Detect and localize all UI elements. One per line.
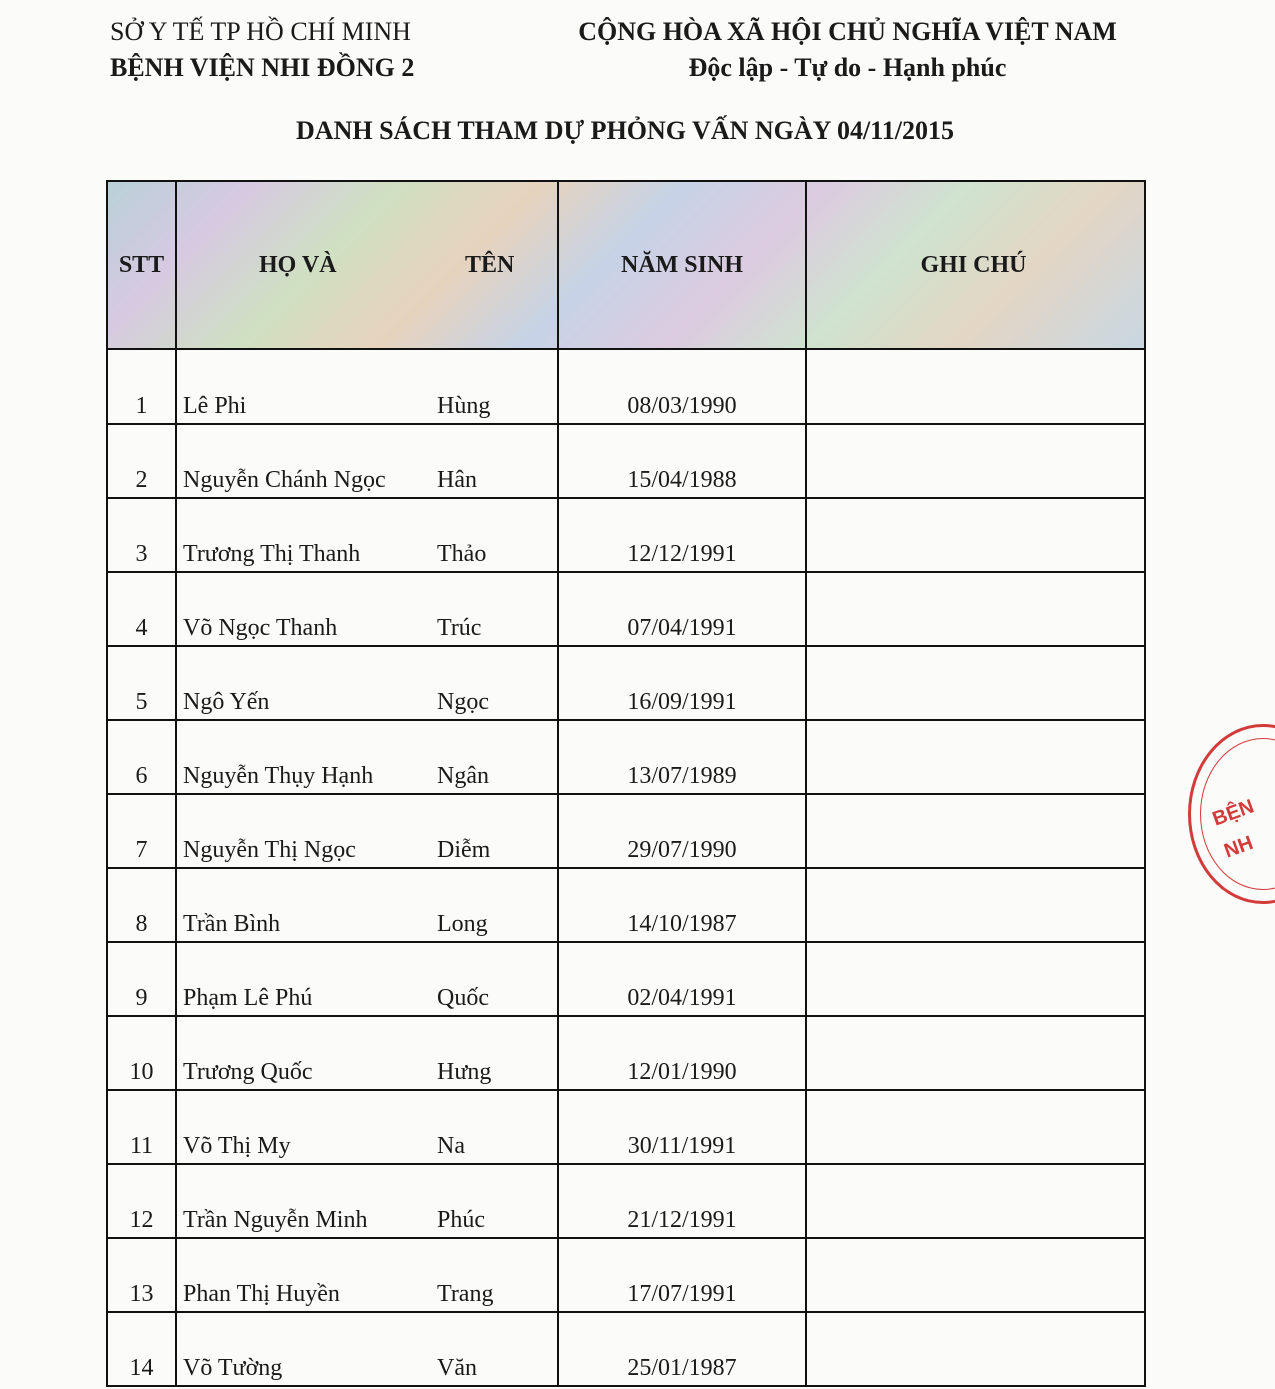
header-note (805, 182, 1140, 348)
table-body (108, 350, 1144, 1385)
cell-name (175, 795, 557, 867)
table-row (108, 719, 1144, 793)
stt-value: 3 (135, 541, 148, 567)
year-value: 07/04/1991 (627, 615, 737, 641)
cell-name (175, 1017, 557, 1089)
cell-note (805, 1239, 1140, 1311)
year-value: 08/03/1990 (627, 393, 737, 419)
cell-stt (108, 1017, 175, 1089)
interview-list-table (106, 180, 1146, 1387)
cell-note (805, 721, 1140, 793)
table-row (108, 645, 1144, 719)
ho-value: Nguyễn Chánh Ngọc (183, 467, 386, 493)
cell-year (557, 1239, 805, 1311)
national-motto-block (560, 14, 1135, 86)
cell-stt (108, 943, 175, 1015)
ho-value: Trần Nguyễn Minh (183, 1207, 368, 1233)
year-value: 14/10/1987 (627, 911, 737, 937)
ten-value: Ngân (437, 763, 489, 789)
cell-note (805, 795, 1140, 867)
cell-stt (108, 721, 175, 793)
cell-stt (108, 1165, 175, 1237)
cell-stt (108, 1091, 175, 1163)
cell-year (557, 425, 805, 497)
year-value: 16/09/1991 (627, 689, 737, 715)
year-value: 21/12/1991 (627, 1207, 737, 1233)
national-title: CỘNG HÒA XÃ HỘI CHỦ NGHĨA VIỆT NAM (578, 17, 1117, 46)
cell-note (805, 1017, 1140, 1089)
cell-year (557, 795, 805, 867)
cell-stt (108, 1313, 175, 1385)
cell-name (175, 943, 557, 1015)
header-note-label: GHI CHÚ (920, 251, 1027, 278)
cell-note (805, 425, 1140, 497)
cell-name (175, 499, 557, 571)
table-row (108, 1015, 1144, 1089)
ho-value: Phạm Lê Phú (183, 985, 313, 1011)
cell-stt (108, 499, 175, 571)
stt-value: 4 (135, 615, 148, 641)
table-row (108, 350, 1144, 423)
year-value: 12/01/1990 (627, 1059, 737, 1085)
cell-note (805, 869, 1140, 941)
cell-year (557, 943, 805, 1015)
table-row (108, 497, 1144, 571)
table-row (108, 1311, 1144, 1385)
issuer-hospital: BỆNH VIỆN NHI ĐỒNG 2 (110, 53, 415, 82)
cell-year (557, 350, 805, 423)
ten-value: Hùng (437, 393, 491, 419)
stt-value: 2 (135, 467, 148, 493)
ho-value: Võ Tường (183, 1355, 283, 1381)
stt-value: 8 (135, 911, 148, 937)
stt-value: 7 (135, 837, 148, 863)
stt-value: 10 (129, 1059, 154, 1085)
stt-value: 9 (135, 985, 148, 1011)
ho-value: Trương Thị Thanh (183, 541, 361, 567)
ho-value: Võ Ngọc Thanh (183, 615, 338, 641)
table-row (108, 571, 1144, 645)
table-row (108, 1237, 1144, 1311)
cell-name (175, 425, 557, 497)
ten-value: Trang (437, 1281, 494, 1307)
ho-value: Nguyễn Thụy Hạnh (183, 763, 374, 789)
header-year-label: NĂM SINH (620, 251, 743, 278)
ten-value: Trúc (437, 615, 482, 641)
stt-value: 1 (135, 393, 148, 419)
cell-note (805, 499, 1140, 571)
cell-note (805, 573, 1140, 645)
ho-value: Lê Phi (183, 393, 247, 419)
cell-name (175, 573, 557, 645)
ten-value: Quốc (437, 985, 489, 1011)
header-stt (108, 182, 175, 348)
header-stt-label: STT (118, 251, 165, 278)
header-ten-label: TÊN (465, 251, 515, 278)
ho-value: Trần Bình (183, 911, 281, 937)
cell-stt (108, 647, 175, 719)
header-name (175, 182, 557, 348)
ho-value: Nguyễn Thị Ngọc (183, 837, 356, 863)
ho-value: Ngô Yến (183, 689, 270, 715)
cell-stt (108, 573, 175, 645)
cell-stt (108, 350, 175, 423)
cell-year (557, 869, 805, 941)
cell-name (175, 350, 557, 423)
header-year (557, 182, 805, 348)
cell-stt (108, 425, 175, 497)
cell-year (557, 1017, 805, 1089)
stt-value: 5 (135, 689, 148, 715)
ten-value: Ngọc (437, 689, 489, 715)
cell-stt (108, 1239, 175, 1311)
ten-value: Thảo (437, 541, 487, 567)
cell-note (805, 1313, 1140, 1385)
seal-text-line1: BỆN (1209, 795, 1257, 831)
stt-value: 6 (135, 763, 148, 789)
year-value: 13/07/1989 (627, 763, 737, 789)
year-value: 12/12/1991 (627, 541, 737, 567)
ten-value: Hân (437, 467, 477, 493)
ten-value: Diễm (437, 837, 491, 863)
document-title: DANH SÁCH THAM DỰ PHỎNG VẤN NGÀY 04/11/2015 (296, 116, 954, 145)
cell-note (805, 1091, 1140, 1163)
cell-year (557, 499, 805, 571)
year-value: 29/07/1990 (627, 837, 737, 863)
cell-name (175, 1165, 557, 1237)
cell-stt (108, 795, 175, 867)
ho-value: Phan Thị Huyền (183, 1281, 340, 1307)
cell-year (557, 1091, 805, 1163)
table-row (108, 941, 1144, 1015)
cell-name (175, 1239, 557, 1311)
table-row (108, 1163, 1144, 1237)
cell-note (805, 350, 1140, 423)
cell-name (175, 1313, 557, 1385)
cell-name (175, 647, 557, 719)
stt-value: 12 (129, 1207, 154, 1233)
year-value: 02/04/1991 (627, 985, 737, 1011)
national-motto: Độc lập - Tự do - Hạnh phúc (688, 53, 1007, 82)
cell-year (557, 1165, 805, 1237)
year-value: 15/04/1988 (627, 467, 737, 493)
cell-name (175, 869, 557, 941)
cell-year (557, 1313, 805, 1385)
ten-value: Hưng (437, 1059, 492, 1085)
ho-value: Trương Quốc (183, 1059, 313, 1085)
issuer-department: SỞ Y TẾ TP HỒ CHÍ MINH (110, 17, 411, 46)
table-row (108, 867, 1144, 941)
table-header (108, 182, 1144, 350)
cell-year (557, 573, 805, 645)
table-row (108, 1089, 1144, 1163)
ten-value: Văn (437, 1355, 477, 1381)
cell-note (805, 1165, 1140, 1237)
cell-year (557, 647, 805, 719)
stt-value: 13 (129, 1281, 154, 1307)
cell-stt (108, 869, 175, 941)
year-value: 17/07/1991 (627, 1281, 737, 1307)
ten-value: Long (437, 911, 488, 937)
stt-value: 14 (129, 1355, 154, 1381)
header-ho-label: HỌ VÀ (259, 251, 337, 278)
ten-value: Phúc (437, 1207, 485, 1233)
table-row (108, 423, 1144, 497)
cell-year (557, 721, 805, 793)
stt-value: 11 (129, 1133, 154, 1159)
cell-name (175, 1091, 557, 1163)
table-row (108, 793, 1144, 867)
cell-note (805, 943, 1140, 1015)
year-value: 25/01/1987 (627, 1355, 737, 1381)
cell-name (175, 721, 557, 793)
cell-note (805, 647, 1140, 719)
ho-value: Võ Thị My (183, 1133, 291, 1159)
ten-value: Na (437, 1133, 465, 1159)
year-value: 30/11/1991 (627, 1133, 737, 1159)
seal-text-line2: NH (1221, 831, 1256, 863)
issuer-block (110, 14, 414, 86)
